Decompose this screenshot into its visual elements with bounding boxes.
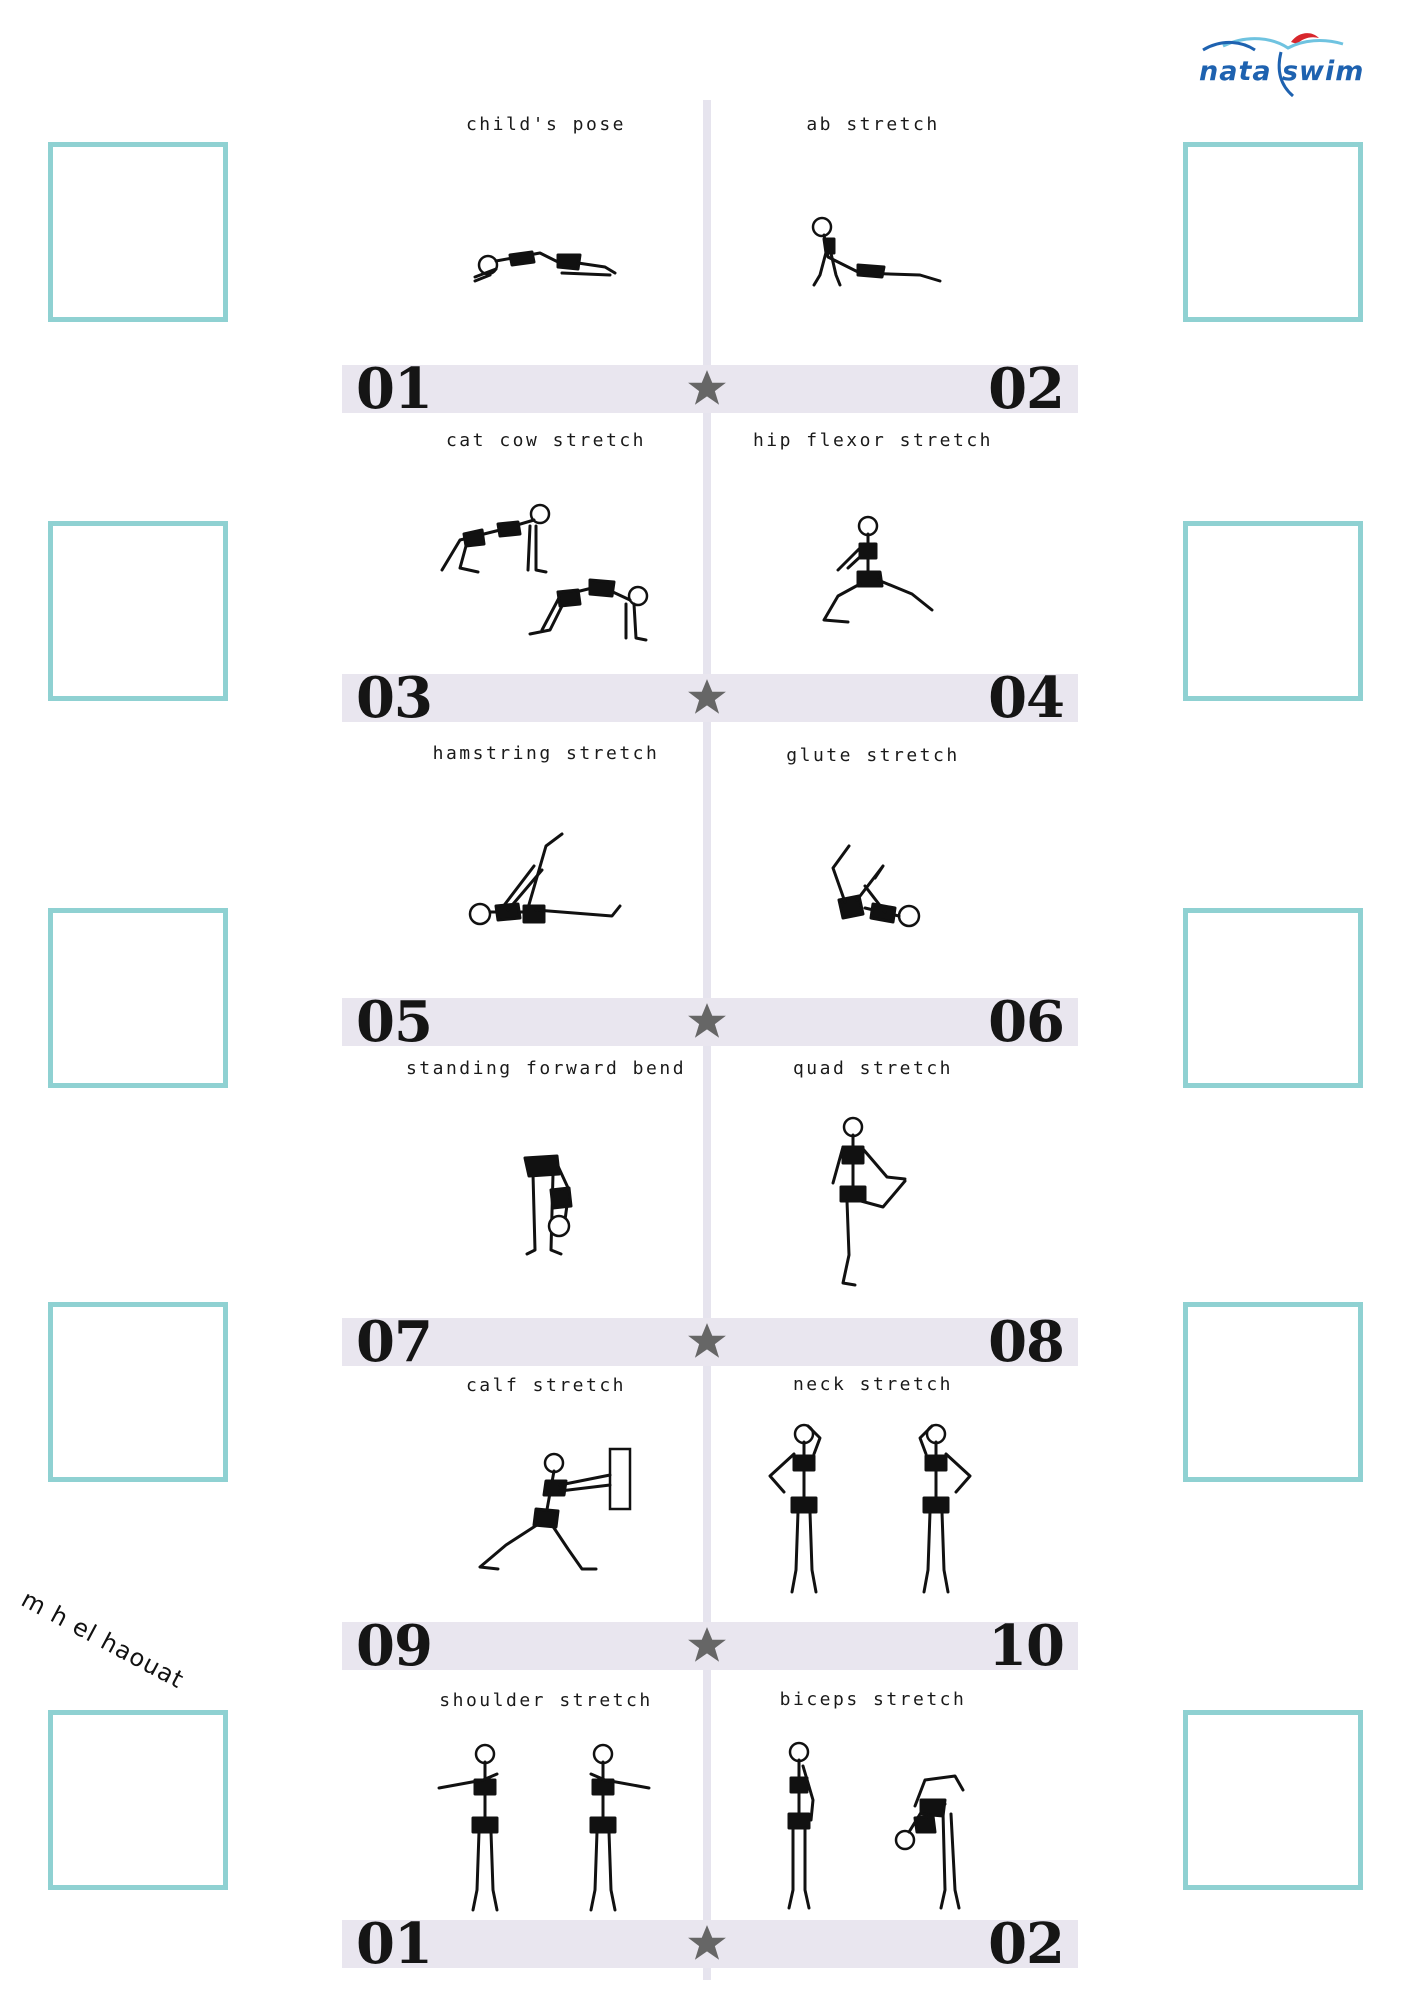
exercise-number: 06 — [988, 989, 1064, 1055]
checkbox-left-1[interactable] — [48, 142, 228, 322]
logo-text: nata swim — [1199, 56, 1365, 87]
exercise-label-8: quad stretch — [792, 1058, 954, 1079]
neck-figure — [760, 1420, 980, 1600]
star-icon — [686, 1624, 728, 1666]
exercise-number: 01 — [356, 1911, 432, 1977]
glute-figure — [825, 838, 935, 938]
exercise-label-10: neck stretch — [792, 1374, 954, 1395]
exercise-number: 01 — [356, 356, 432, 422]
checkbox-right-2[interactable] — [1183, 521, 1363, 701]
checkbox-right-3[interactable] — [1183, 908, 1363, 1088]
star-icon — [686, 1320, 728, 1362]
checkbox-right-1[interactable] — [1183, 142, 1363, 322]
hip-flexor-figure — [808, 510, 948, 630]
exercise-number: 03 — [356, 665, 432, 731]
star-icon — [686, 1000, 728, 1042]
forward-bend-figure — [515, 1150, 585, 1260]
star-icon — [686, 1922, 728, 1964]
cat-cow-figure — [430, 500, 660, 650]
quad-figure — [825, 1115, 915, 1290]
checkbox-right-4[interactable] — [1183, 1302, 1363, 1482]
shoulder-figure — [435, 1740, 655, 1915]
exercise-number: 09 — [356, 1613, 432, 1679]
ab-stretch-figure — [800, 215, 950, 295]
exercise-number: 05 — [356, 989, 432, 1055]
checkbox-right-5[interactable] — [1183, 1710, 1363, 1890]
number-band-1 — [342, 356, 1078, 422]
checkbox-left-2[interactable] — [48, 521, 228, 701]
checkbox-left-5[interactable] — [48, 1710, 228, 1890]
exercise-number: 02 — [988, 356, 1064, 422]
number-band-2 — [342, 665, 1078, 731]
childs-pose-figure — [470, 225, 620, 285]
exercise-label-6: glute stretch — [786, 745, 960, 766]
exercise-label-9: calf stretch — [465, 1375, 627, 1396]
exercise-label-2: ab stretch — [806, 114, 940, 135]
checkbox-left-3[interactable] — [48, 908, 228, 1088]
exercise-number: 04 — [988, 665, 1064, 731]
hamstring-figure — [462, 826, 632, 946]
number-band-6 — [342, 1911, 1078, 1977]
star-icon — [686, 367, 728, 409]
exercise-number: 02 — [988, 1911, 1064, 1977]
exercise-label-3: cat cow stretch — [445, 430, 647, 451]
exercise-number: 07 — [356, 1309, 432, 1375]
exercise-label-11: shoulder stretch — [439, 1690, 653, 1711]
number-band-5 — [342, 1613, 1078, 1679]
exercise-label-1: child's pose — [465, 114, 627, 135]
signature: m h el haouat — [16, 1585, 189, 1695]
exercise-label-12: biceps stretch — [779, 1689, 967, 1710]
natatswim-logo — [1193, 28, 1368, 100]
checkbox-left-4[interactable] — [48, 1302, 228, 1482]
exercise-label-4: hip flexor stretch — [752, 430, 994, 451]
number-band-3 — [342, 989, 1078, 1055]
exercise-number: 10 — [988, 1613, 1064, 1679]
number-band-4 — [342, 1309, 1078, 1375]
exercise-label-5: hamstring stretch — [432, 743, 660, 764]
exercise-label-7: standing forward bend — [405, 1058, 687, 1079]
star-icon — [686, 676, 728, 718]
biceps-figure — [775, 1740, 975, 1915]
exercise-number: 08 — [988, 1309, 1064, 1375]
calf-figure — [470, 1445, 640, 1580]
